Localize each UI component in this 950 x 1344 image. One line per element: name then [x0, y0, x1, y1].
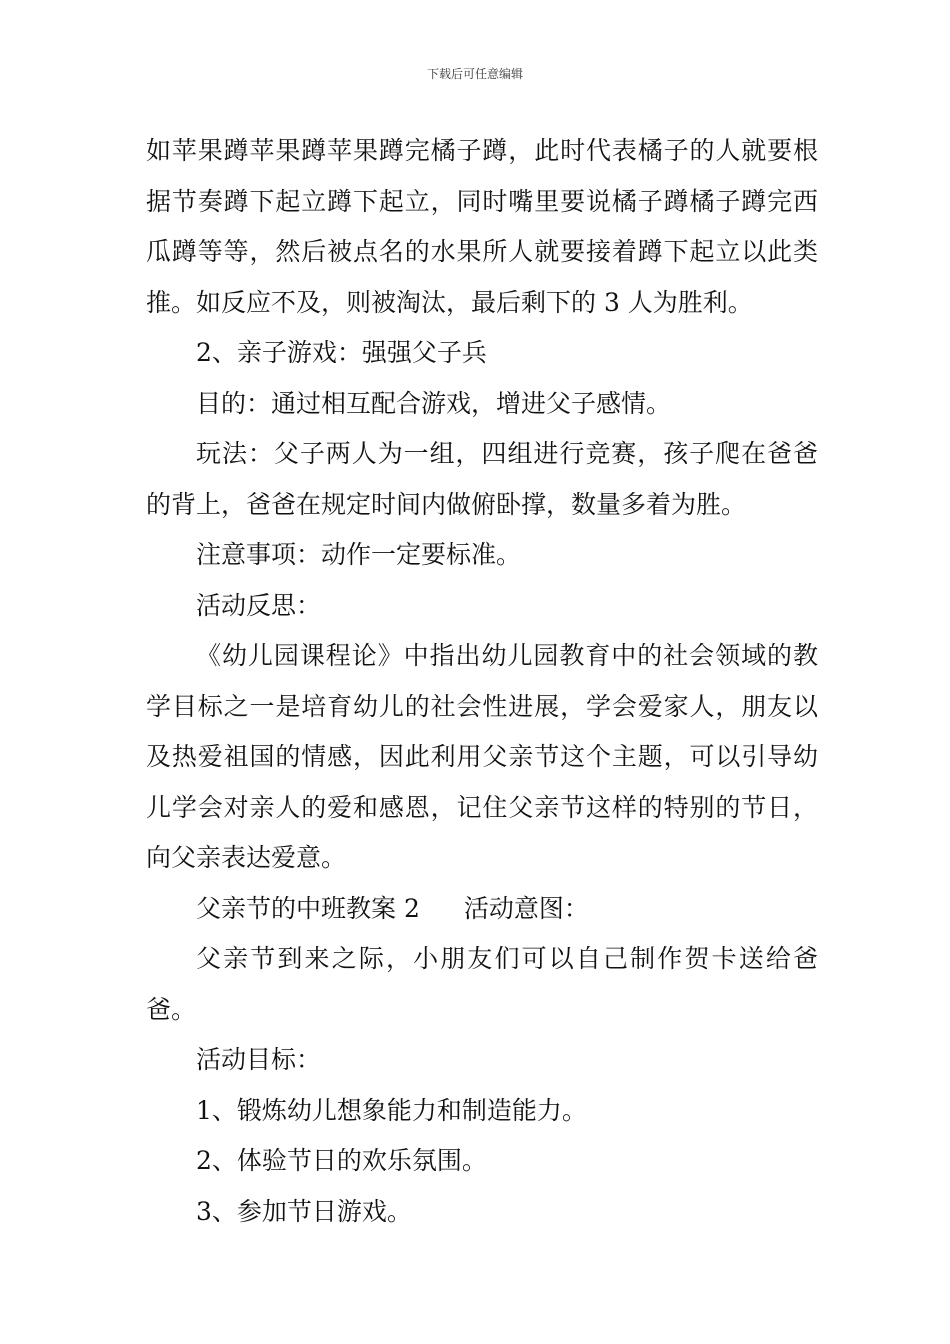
paragraph-gameplay: 玩法：父子两人为一组，四组进行竞赛，孩子爬在爸爸的背上，爸爸在规定时间内做俯卧撑，数量多着为胜。	[146, 439, 818, 519]
lesson-plan-title: 父亲节的中班教案 2	[196, 893, 420, 923]
goal-item-1: 1、锻炼幼儿想象能力和制造能力。	[196, 1095, 587, 1125]
heading-activity-goals: 活动目标：	[196, 1045, 322, 1074]
heading-activity-reflection: 活动反思：	[196, 590, 322, 620]
paragraph-game-rules: 如苹果蹲苹果蹲苹果蹲完橘子蹲，此时代表橘子的人就要根据节奏蹲下起立蹲下起立，同时嘴里要说橘子蹲橘子蹲完西瓜蹲等等，然后被点名的水果所人就要接着蹲下起立以此类推。如反应不及，则被淘汰，最后剩下的 3 人为胜利。	[146, 136, 818, 317]
paragraph-notes: 注意事项：动作一定要标准。	[196, 540, 522, 569]
goal-item-2: 2、体验节日的欢乐氛围。	[196, 1146, 487, 1175]
paragraph-activity-intent: 父亲节到来之际，小朋友们可以自己制作贺卡送给爸爸。	[146, 944, 818, 1024]
document-body	[146, 126, 818, 1237]
heading-activity-intent: 活动意图：	[463, 893, 589, 923]
paragraph-parent-child-game: 2、亲子游戏：强强父子兵	[196, 338, 487, 367]
paragraph-reflection: 《幼儿园课程论》中指出幼儿园教育中的社会领域的教学目标之一是培育幼儿的社会性进展，学会爱家人，朋友以及热爱祖国的情感，因此利用父亲节这个主题，可以引导幼儿学会对亲人的爱和感恩，记住父亲节这样的特别的节日，向父亲表达爱意。	[146, 641, 818, 872]
goal-item-3: 3、参加节日游戏。	[196, 1196, 412, 1226]
page-header: 下载后可任意编辑	[426, 67, 523, 81]
paragraph-purpose: 目的：通过相互配合游戏，增进父子感情。	[196, 388, 672, 418]
paragraph-lesson-plan-title	[146, 884, 818, 935]
